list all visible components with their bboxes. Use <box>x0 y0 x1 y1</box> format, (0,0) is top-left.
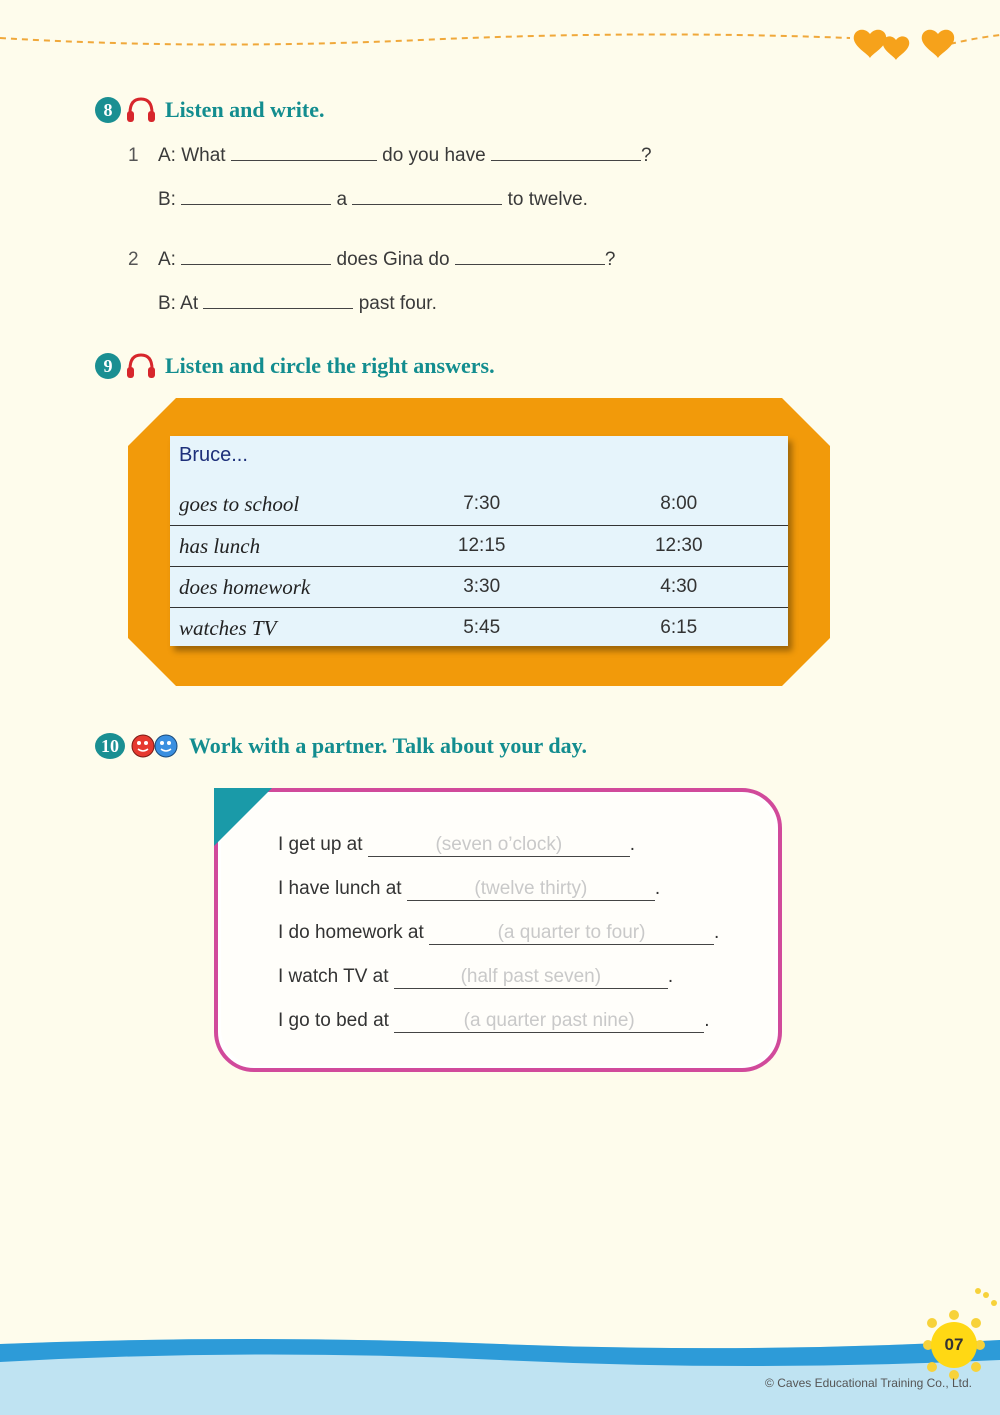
time-option[interactable]: 5:45 <box>463 617 501 638</box>
time-option[interactable]: 7:30 <box>463 493 501 514</box>
answer-field[interactable]: (seven o’clock) <box>368 834 630 857</box>
talk-line <box>278 1010 709 1033</box>
answer-blank[interactable] <box>181 246 331 265</box>
corner-triangle <box>214 788 274 848</box>
text: . <box>629 834 636 855</box>
q2-line-a <box>128 246 615 271</box>
exercise-8-header <box>95 93 325 127</box>
time-option[interactable]: 12:30 <box>654 535 703 556</box>
talk-line <box>278 922 719 945</box>
activity-cell: has lunch <box>179 533 261 558</box>
partner-faces-icon <box>129 732 181 760</box>
text: A: What <box>158 145 226 166</box>
exercise-number: 8 <box>95 97 121 123</box>
talk-line <box>278 834 635 857</box>
text: past four. <box>358 293 437 314</box>
answer-field[interactable]: (half past seven) <box>394 966 668 989</box>
answer-field[interactable]: (a quarter to four) <box>429 922 714 945</box>
text: A: <box>158 249 176 270</box>
answer-blank[interactable] <box>352 186 502 205</box>
talk-line <box>278 878 660 901</box>
activity-cell: watches TV <box>179 615 277 640</box>
question-number: 2 <box>128 249 139 270</box>
copyright: © Caves Educational Training Co., Ltd. <box>765 1376 972 1390</box>
headphones-icon <box>125 351 157 381</box>
q1-line-a <box>128 142 652 167</box>
table-row <box>170 484 788 524</box>
text: I have lunch at <box>278 878 402 899</box>
table-row <box>170 525 788 566</box>
exercise-title: Listen and write. <box>165 97 325 122</box>
text: I go to bed at <box>278 1010 389 1031</box>
text: do you have <box>382 145 486 166</box>
text: . <box>714 922 720 943</box>
time-option[interactable]: 6:15 <box>660 617 698 638</box>
table-row <box>170 607 788 648</box>
answer-field[interactable]: (a quarter past nine) <box>394 1010 704 1033</box>
text: ? <box>640 145 652 166</box>
schedule-table <box>170 436 788 646</box>
text: B: At <box>158 293 199 314</box>
time-option[interactable]: 8:00 <box>660 493 698 514</box>
q2-line-b <box>158 290 437 315</box>
activity-cell: goes to school <box>179 491 300 516</box>
text: . <box>654 878 661 899</box>
text: I watch TV at <box>278 966 389 987</box>
question-number: 1 <box>128 145 139 166</box>
q1-line-b <box>158 186 588 211</box>
answer-blank[interactable] <box>203 290 353 309</box>
text: to twelve. <box>507 189 588 210</box>
activity-cell: does homework <box>179 574 311 599</box>
bottom-wave <box>0 1330 1000 1415</box>
time-option[interactable]: 4:30 <box>660 576 698 597</box>
talk-line <box>278 966 673 989</box>
page-number: 07 <box>931 1322 977 1368</box>
text: . <box>667 966 674 987</box>
answer-blank[interactable] <box>455 246 605 265</box>
time-option[interactable]: 12:15 <box>457 535 506 556</box>
answer-field[interactable]: (twelve thirty) <box>407 878 655 901</box>
exercise-title: Work with a partner. Talk about your day. <box>189 733 587 758</box>
text: ? <box>604 249 616 270</box>
exercise-9-header <box>95 349 495 383</box>
answer-blank[interactable] <box>181 186 331 205</box>
text: I do homework at <box>278 922 424 943</box>
answer-blank[interactable] <box>231 142 377 161</box>
time-option[interactable]: 3:30 <box>463 576 501 597</box>
talk-box <box>214 788 782 1072</box>
heart-icon <box>854 30 954 60</box>
answer-blank[interactable] <box>491 142 641 161</box>
text: does Gina do <box>336 249 450 270</box>
exercise-number: 9 <box>95 353 121 379</box>
text: B: <box>158 189 176 210</box>
headphones-icon <box>125 95 157 125</box>
text: I get up at <box>278 834 363 855</box>
exercise-10-header <box>95 729 587 763</box>
table-heading: Bruce... <box>179 444 248 466</box>
exercise-number: 10 <box>95 733 125 759</box>
text: a <box>336 189 348 210</box>
top-dashed-border <box>0 0 1000 70</box>
exercise-title: Listen and circle the right answers. <box>165 353 495 378</box>
table-row <box>170 566 788 607</box>
text: . <box>704 1010 710 1031</box>
